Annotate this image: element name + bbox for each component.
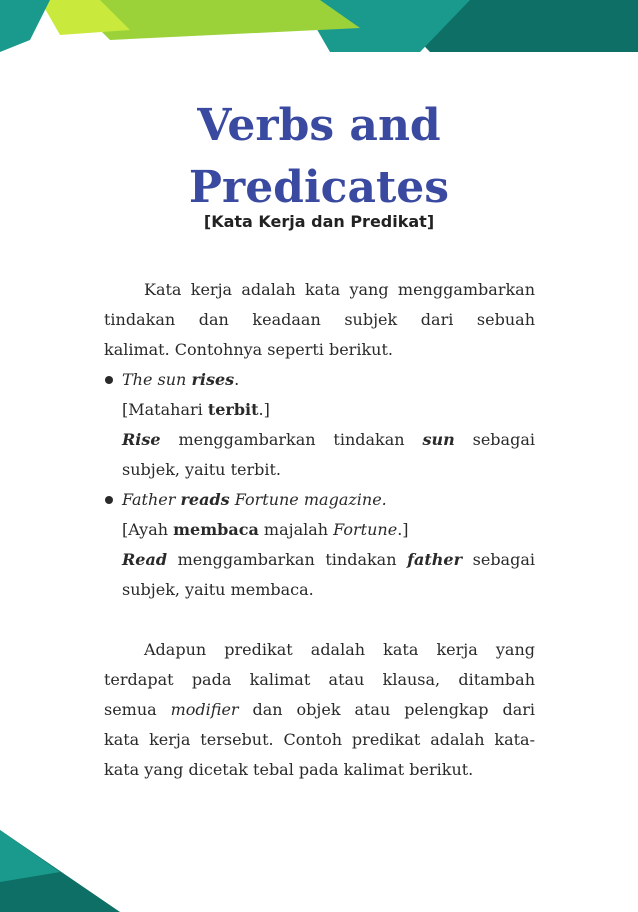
intro-line-2: tindakan dan keadaan subjek dari sebuah [104,310,535,329]
corner-stripes-graphic [0,0,638,60]
body-text [104,275,535,785]
intro-line-1: Kata kerja adalah kata yang menggambarkan [144,280,535,299]
bullet-icon [105,496,113,504]
example-explanation-cont: subjek, yaitu terbit. [122,460,281,479]
corner-triangle-graphic [0,812,130,912]
predicate-line-5: kata yang dicetak tebal pada kalimat berikut. [104,760,474,779]
example-sentence: The sun rises. [122,370,240,389]
page-subtitle: [Kata Kerja dan Predikat] [203,212,435,231]
bullet-icon [105,376,113,384]
example-explanation: Rise menggambarkan tindakan sun sebagai [122,430,535,449]
page-title-line1: Verbs and [197,100,441,151]
predicate-line-4: kata kerja tersebut. Contoh predikat adalah kata- [104,730,535,749]
predicate-line-2: terdapat pada kalimat atau klausa, ditambah [104,670,535,689]
example-translation: [Ayah membaca majalah Fortune.] [122,520,409,539]
example-explanation-cont: subjek, yaitu membaca. [122,580,314,599]
example-sentence: Father reads Fortune magazine. [122,490,387,509]
example-list [104,365,535,605]
predicate-line-3: semua modifier dan objek atau pelengkap dari [104,700,535,719]
list-item [104,365,535,485]
intro-line-3: kalimat. Contohnya seperti berikut. [104,340,393,359]
list-item [104,485,535,605]
example-translation: [Matahari terbit.] [122,400,270,419]
predicate-line-1: Adapun predikat adalah kata kerja yang [144,640,535,659]
page-title-line2: Predicates [188,162,450,213]
example-explanation: Read menggambarkan tindakan father sebagai [122,550,535,569]
